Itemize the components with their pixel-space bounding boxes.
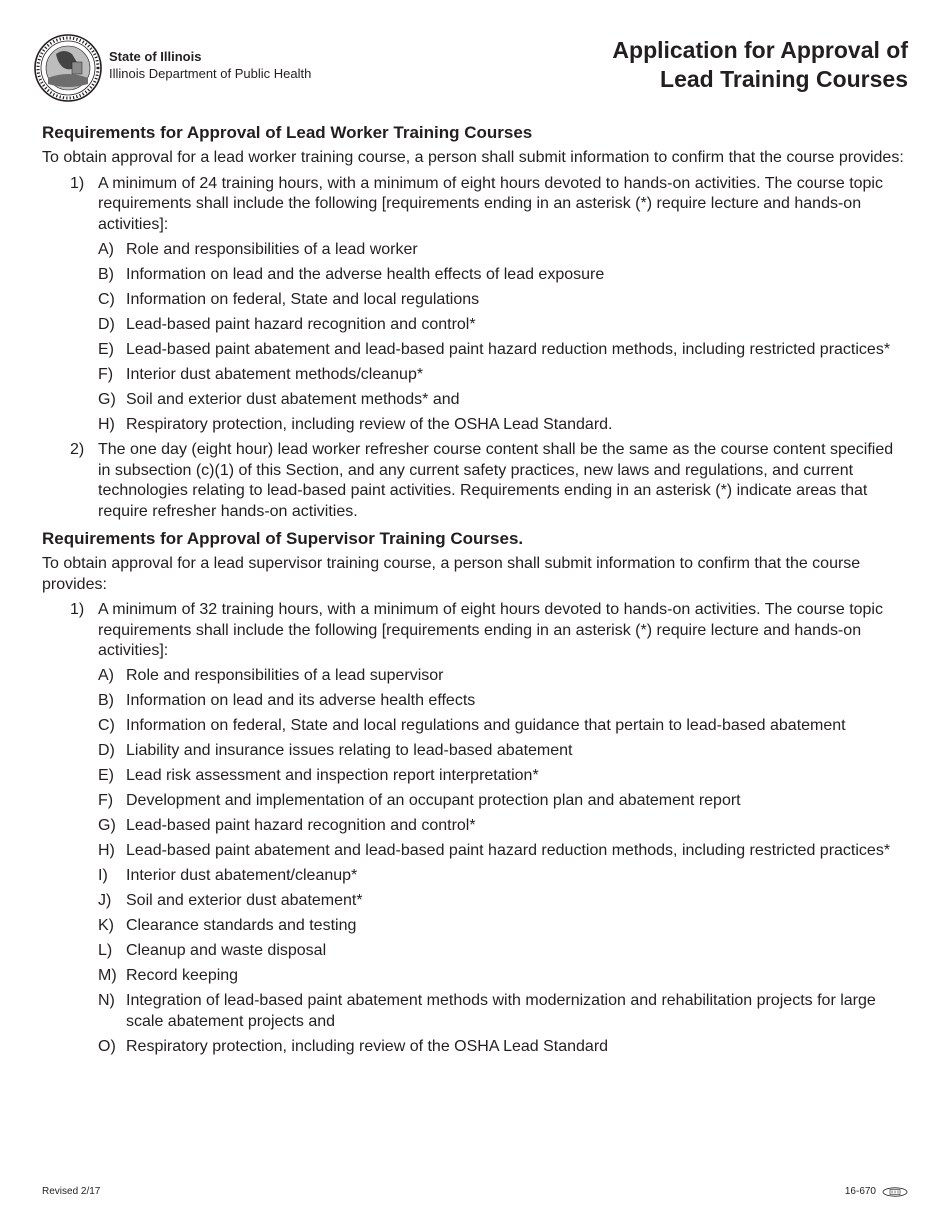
union-bug-icon bbox=[882, 1187, 908, 1197]
sub-item bbox=[42, 666, 904, 687]
state-seal-icon bbox=[34, 34, 102, 102]
list-item bbox=[42, 440, 904, 522]
sub-item bbox=[42, 741, 904, 762]
sub-item bbox=[42, 941, 904, 962]
sub-item bbox=[42, 415, 904, 436]
sub-letter: E) bbox=[98, 340, 114, 358]
supervisor-section-heading: Requirements for Approval of Supervisor Training Courses. bbox=[42, 529, 524, 548]
revision-note: Revised 2/17 bbox=[42, 1186, 101, 1197]
sub-item bbox=[42, 916, 904, 937]
sub-letter: A) bbox=[98, 667, 114, 684]
sub-item bbox=[42, 991, 904, 1032]
form-number-block bbox=[845, 1186, 908, 1197]
sub-item bbox=[42, 966, 904, 987]
sub-text: Lead-based paint abatement and lead-based paint hazard reduction methods, including restricted practices* bbox=[126, 340, 891, 358]
sub-item bbox=[42, 365, 904, 386]
sub-letter: C) bbox=[98, 290, 115, 308]
sub-letter: F) bbox=[98, 365, 114, 383]
sub-item bbox=[42, 315, 904, 336]
document-title-line2: Lead Training Courses bbox=[660, 66, 908, 92]
sub-letter: L) bbox=[98, 942, 113, 959]
sub-text: Record keeping bbox=[126, 967, 239, 984]
sub-text: Lead risk assessment and inspection report interpretation* bbox=[126, 767, 539, 784]
item-text: A minimum of 24 training hours, with a minimum of eight hours devoted to hands-on activities. The course topic requirements shall include the following [requirements ending in an asterisk (*) require lecture and hands-on activities]: bbox=[98, 174, 883, 233]
sub-text: Soil and exterior dust abatement* bbox=[126, 892, 363, 909]
sub-text: Respiratory protection, including review of the OSHA Lead Standard. bbox=[126, 415, 613, 433]
sub-item bbox=[42, 816, 904, 837]
sub-item bbox=[42, 390, 904, 411]
document-title bbox=[612, 36, 908, 94]
sub-letter: J) bbox=[98, 892, 112, 909]
sub-item bbox=[42, 265, 904, 286]
sub-text: Soil and exterior dust abatement methods* and bbox=[126, 390, 460, 408]
sub-text: Clearance standards and testing bbox=[126, 917, 357, 934]
worker-requirements-section bbox=[42, 121, 904, 522]
sub-letter: I) bbox=[98, 867, 108, 884]
sub-text: Information on lead and its adverse health effects bbox=[126, 692, 476, 709]
agency-state: State of Illinois bbox=[109, 49, 202, 64]
supervisor-requirements-section bbox=[42, 527, 904, 1057]
list-item bbox=[42, 600, 904, 662]
sub-letter: H) bbox=[98, 415, 115, 433]
sub-item bbox=[42, 766, 904, 787]
sub-letter: G) bbox=[98, 390, 116, 408]
sub-letter: E) bbox=[98, 767, 114, 784]
agency-department: Illinois Department of Public Health bbox=[109, 66, 312, 81]
sub-item bbox=[42, 1037, 904, 1058]
sub-letter: C) bbox=[98, 717, 115, 734]
list-item bbox=[42, 174, 904, 236]
sub-text: Interior dust abatement/cleanup* bbox=[126, 867, 358, 884]
sub-letter: D) bbox=[98, 742, 115, 759]
sub-letter: G) bbox=[98, 817, 116, 834]
worker-intro: To obtain approval for a lead worker training course, a person shall submit information to confirm that the course provides: bbox=[42, 149, 904, 166]
sub-item bbox=[42, 340, 904, 361]
sub-text: Information on federal, State and local regulations and guidance that pertain to lead-based abatement bbox=[126, 717, 846, 734]
sub-text: Role and responsibilities of a lead worker bbox=[126, 240, 418, 258]
sub-item bbox=[42, 866, 904, 887]
sub-text: Respiratory protection, including review of the OSHA Lead Standard bbox=[126, 1037, 609, 1055]
sub-letter: M) bbox=[98, 967, 117, 984]
sub-text: Lead-based paint abatement and lead-based paint hazard reduction methods, including restricted practices* bbox=[126, 842, 891, 859]
sub-text: Interior dust abatement methods/cleanup* bbox=[126, 365, 424, 383]
sub-item bbox=[42, 240, 904, 261]
agency-block bbox=[109, 48, 311, 82]
worker-section-heading: Requirements for Approval of Lead Worker Training Courses bbox=[42, 123, 533, 142]
sub-text: Integration of lead-based paint abatement methods with modernization and rehabilitation projects for large scale abatement projects and bbox=[126, 992, 876, 1030]
item-text: The one day (eight hour) lead worker refresher course content shall be the same as the course content specified in subsection (c)(1) of this Section, and any current safety practices, new laws and regulations, and current technologies relating to lead-based paint activities. Requirements ending in an asterisk (*) indicate areas that require refresher hands-on activities. bbox=[98, 441, 894, 520]
supervisor-intro: To obtain approval for a lead supervisor training course, a person shall submit information to confirm that the course provides: bbox=[42, 555, 861, 593]
sub-text: Information on lead and the adverse health effects of lead exposure bbox=[126, 265, 605, 283]
sub-letter: H) bbox=[98, 842, 115, 859]
item-number: 1) bbox=[70, 601, 85, 618]
item-number: 2) bbox=[70, 441, 85, 458]
sub-text: Development and implementation of an occupant protection plan and abatement report bbox=[126, 792, 741, 809]
sub-item bbox=[42, 716, 904, 737]
sub-letter: D) bbox=[98, 315, 115, 333]
sub-text: Lead-based paint hazard recognition and control* bbox=[126, 817, 476, 834]
item-number: 1) bbox=[70, 174, 85, 192]
sub-letter: F) bbox=[98, 792, 114, 809]
sub-item bbox=[42, 691, 904, 712]
sub-text: Role and responsibilities of a lead supervisor bbox=[126, 667, 444, 684]
sub-item bbox=[42, 791, 904, 812]
sub-text: Cleanup and waste disposal bbox=[126, 942, 327, 959]
sub-letter: K) bbox=[98, 917, 114, 934]
sub-letter: N) bbox=[98, 992, 115, 1009]
document-body bbox=[42, 121, 904, 1057]
sub-text: Lead-based paint hazard recognition and control* bbox=[126, 315, 476, 333]
sub-text: Liability and insurance issues relating to lead-based abatement bbox=[126, 742, 573, 759]
document-title-line1: Application for Approval of bbox=[612, 37, 908, 63]
sub-text: Information on federal, State and local regulations bbox=[126, 290, 480, 308]
sub-item bbox=[42, 891, 904, 912]
sub-letter: A) bbox=[98, 240, 114, 258]
sub-letter: O) bbox=[98, 1037, 116, 1055]
sub-item bbox=[42, 290, 904, 311]
form-number: 16-670 bbox=[844, 1186, 876, 1197]
sub-letter: B) bbox=[98, 692, 114, 709]
sub-letter: B) bbox=[98, 265, 114, 283]
item-text: A minimum of 32 training hours, with a minimum of eight hours devoted to hands-on activities. The course topic requirements shall include the following [requirements ending in an asterisk (*) require lecture and hands-on activities]: bbox=[98, 601, 883, 659]
sub-item bbox=[42, 841, 904, 862]
